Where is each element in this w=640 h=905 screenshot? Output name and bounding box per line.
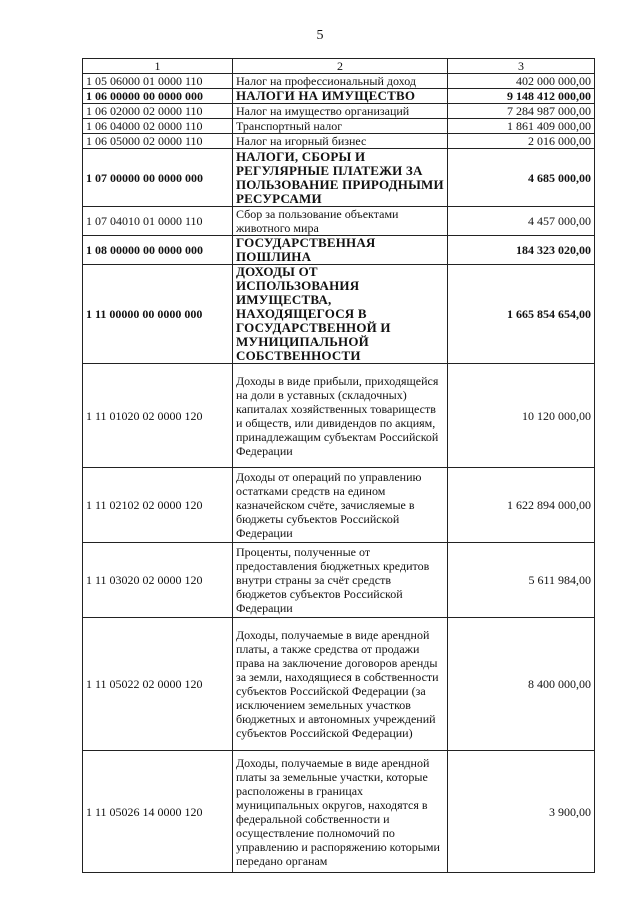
table-row	[83, 364, 595, 468]
row-code: 1 11 00000 00 0000 000	[83, 265, 233, 364]
row-code: 1 05 06000 01 0000 110	[83, 74, 233, 89]
row-name: Доходы в виде прибыли, приходящейся на доли в уставных (складочных) капиталах хозяйственных товариществ и обществ, или дивидендов по акциям, принадлежащим субъектам Российской Федерации	[233, 364, 448, 468]
row-amount: 184 323 020,00	[448, 236, 595, 265]
column-header-code: 1	[83, 59, 233, 74]
table-row	[83, 89, 595, 104]
row-code: 1 06 04000 02 0000 110	[83, 119, 233, 134]
row-name: НАЛОГИ НА ИМУЩЕСТВО	[233, 89, 448, 104]
row-code: 1 11 05026 14 0000 120	[83, 751, 233, 873]
row-amount: 3 900,00	[448, 751, 595, 873]
row-code: 1 11 05022 02 0000 120	[83, 618, 233, 751]
row-amount: 1 622 894 000,00	[448, 468, 595, 543]
row-code: 1 07 00000 00 0000 000	[83, 149, 233, 207]
row-amount: 402 000 000,00	[448, 74, 595, 89]
row-name: ДОХОДЫ ОТ ИСПОЛЬЗОВАНИЯ ИМУЩЕСТВА, НАХОДЯЩЕГОСЯ В ГОСУДАРСТВЕННОЙ И МУНИЦИПАЛЬНОЙ СОБСТВЕННОСТИ	[233, 265, 448, 364]
table-row	[83, 207, 595, 236]
table-row	[83, 751, 595, 873]
row-amount: 8 400 000,00	[448, 618, 595, 751]
row-name: Налог на игорный бизнес	[233, 134, 448, 149]
row-amount: 1 665 854 654,00	[448, 265, 595, 364]
row-code: 1 06 00000 00 0000 000	[83, 89, 233, 104]
row-name: Доходы, получаемые в виде арендной платы за земельные участки, которые расположены в границах муниципальных округов, находятся в федеральной собственности и осуществление полномочий по управлению и распоряжению которыми передано органам	[233, 751, 448, 873]
table-row	[83, 618, 595, 751]
table-row	[83, 149, 595, 207]
table-row	[83, 104, 595, 119]
row-name: Налог на профессиональный доход	[233, 74, 448, 89]
row-code: 1 11 03020 02 0000 120	[83, 543, 233, 618]
column-header-name: 2	[233, 59, 448, 74]
row-amount: 9 148 412 000,00	[448, 89, 595, 104]
row-name: НАЛОГИ, СБОРЫ И РЕГУЛЯРНЫЕ ПЛАТЕЖИ ЗА ПОЛЬЗОВАНИЕ ПРИРОДНЫМИ РЕСУРСАМИ	[233, 149, 448, 207]
table-row	[83, 119, 595, 134]
row-name: Доходы от операций по управлению остатками средств на едином казначейском счёте, зачисляемые в бюджеты субъектов Российской Федерации	[233, 468, 448, 543]
row-amount: 10 120 000,00	[448, 364, 595, 468]
row-code: 1 11 02102 02 0000 120	[83, 468, 233, 543]
revenue-table	[82, 58, 595, 873]
table-row	[83, 74, 595, 89]
page-number: 5	[316, 28, 324, 43]
row-code: 1 06 05000 02 0000 110	[83, 134, 233, 149]
row-amount: 4 685 000,00	[448, 149, 595, 207]
row-amount: 2 016 000,00	[448, 134, 595, 149]
row-name: Проценты, полученные от предоставления бюджетных кредитов внутри страны за счёт средств бюджетов субъектов Российской Федерации	[233, 543, 448, 618]
row-name: Сбор за пользование объектами животного мира	[233, 207, 448, 236]
table-row	[83, 468, 595, 543]
table-row	[83, 543, 595, 618]
row-code: 1 06 02000 02 0000 110	[83, 104, 233, 119]
column-header-amount: 3	[448, 59, 595, 74]
row-name: Доходы, получаемые в виде арендной платы, а также средства от продажи права на заключение договоров аренды за земли, находящиеся в собственности субъектов Российской Федерации (за исключением земельных участков бюджетных и автономных учреждений субъектов Российской Федерации)	[233, 618, 448, 751]
row-name: Транспортный налог	[233, 119, 448, 134]
row-amount: 1 861 409 000,00	[448, 119, 595, 134]
row-code: 1 11 01020 02 0000 120	[83, 364, 233, 468]
row-amount: 7 284 987 000,00	[448, 104, 595, 119]
row-name: ГОСУДАРСТВЕННАЯ ПОШЛИНА	[233, 236, 448, 265]
row-amount: 5 611 984,00	[448, 543, 595, 618]
row-code: 1 07 04010 01 0000 110	[83, 207, 233, 236]
table-row	[83, 265, 595, 364]
row-amount: 4 457 000,00	[448, 207, 595, 236]
table-header-row	[83, 59, 595, 74]
row-code: 1 08 00000 00 0000 000	[83, 236, 233, 265]
table-row	[83, 236, 595, 265]
table-row	[83, 134, 595, 149]
row-name: Налог на имущество организаций	[233, 104, 448, 119]
